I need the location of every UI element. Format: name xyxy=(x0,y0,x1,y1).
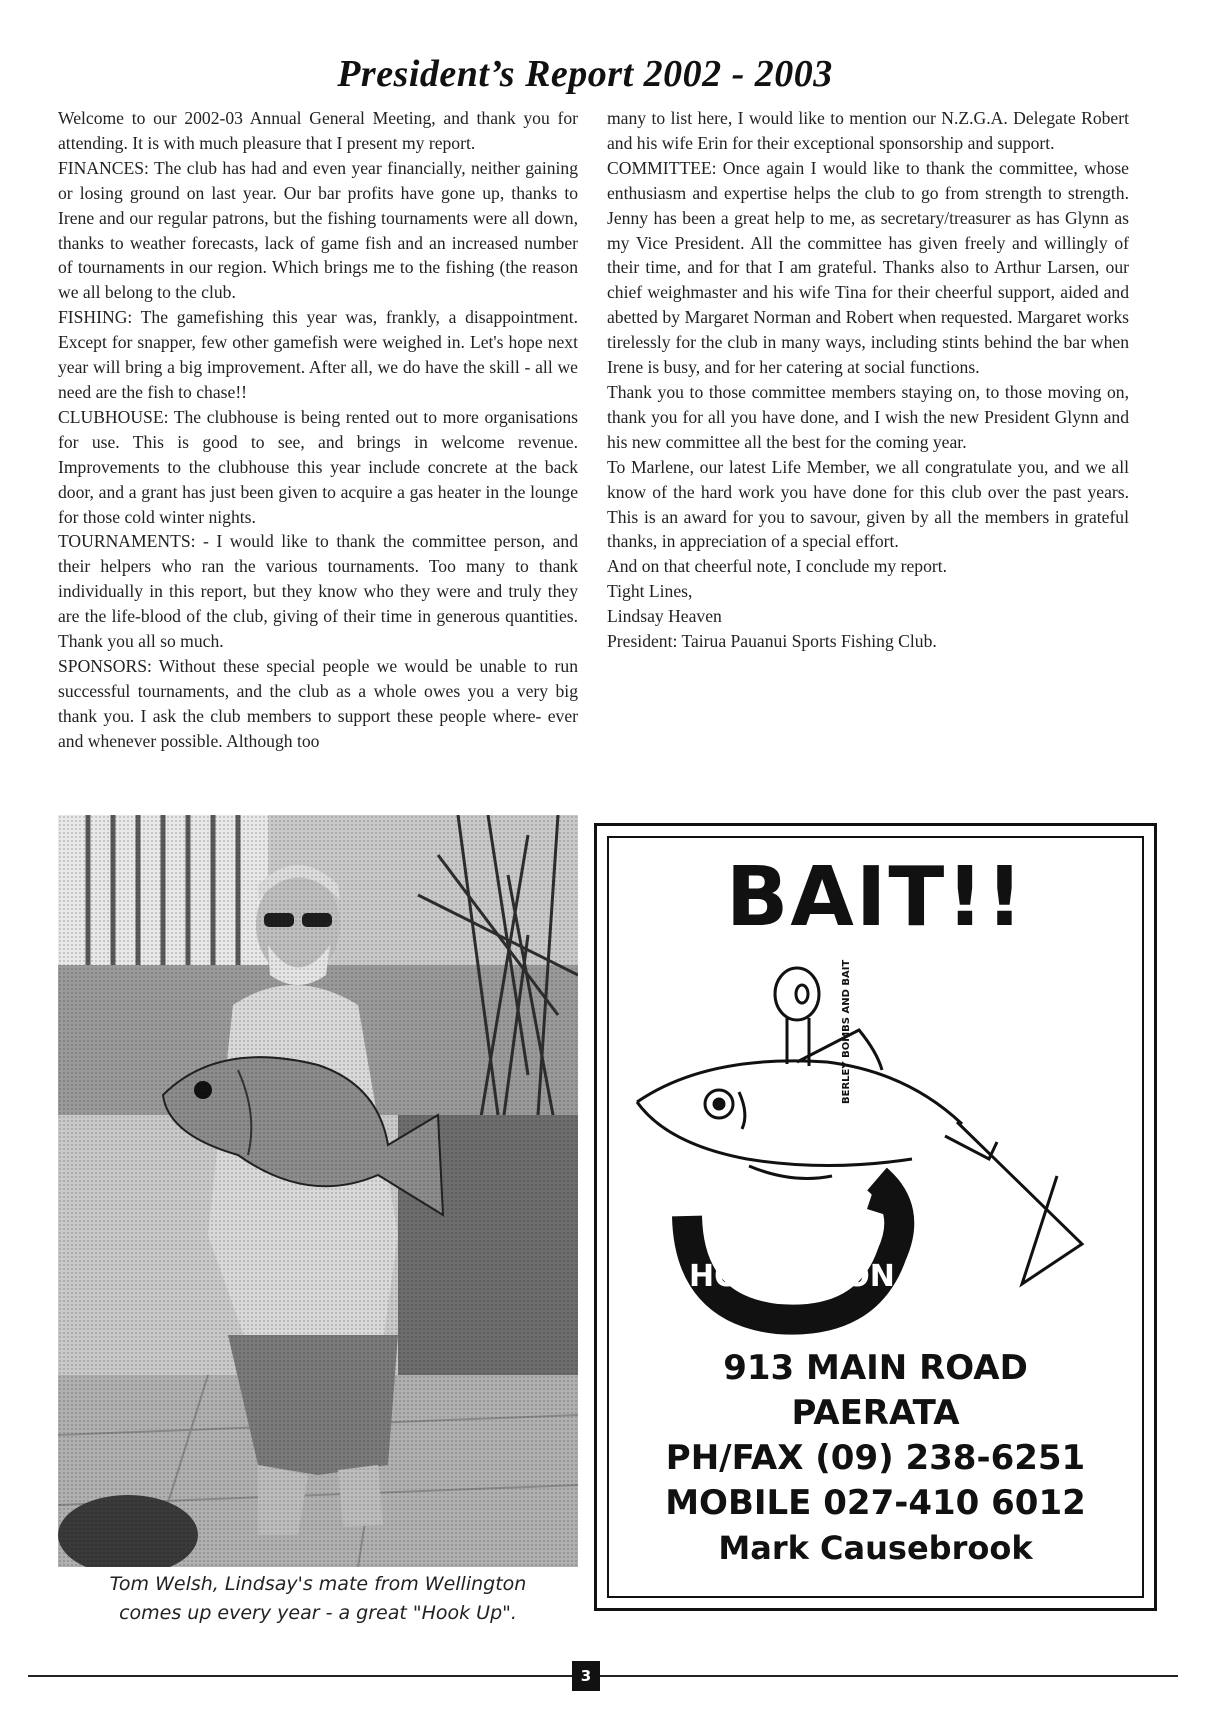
logo-small-text: BERLEY BOMBS AND BAIT xyxy=(841,959,852,1104)
paragraph-sponsors-cont: many to list here, I would like to mention our N.Z.G.A. Delegate Robert and his wife Erin for their exceptional sponsorship and support. xyxy=(607,108,1129,153)
paragraph-sponsors: SPONSORS: Without these special people we would be unable to run successful tournaments, and the club as a whole owes you a very big thank you. I ask the club members to support these people where- ever and whenever possible. Although too xyxy=(58,655,578,751)
signoff-title: President: Tairua Pauanui Sports Fishing Club. xyxy=(607,631,937,652)
paragraph-fishing: FISHING: The gamefishing this year was, frankly, a disappointment. Except for snapper, few other gamefish were weighed in. Let's hope next year will bring a big improvement. After all, we do have the skill - all we need are the fish to chase!! xyxy=(58,307,578,402)
page-number: 3 xyxy=(572,1661,600,1691)
paragraph-conclusion: And on that cheerful note, I conclude my report. xyxy=(607,556,948,577)
footer-rule-left xyxy=(28,1675,572,1677)
photo-caption xyxy=(58,1570,578,1628)
page-title: President’s Report 2002 - 2003 xyxy=(337,53,833,95)
report-left-column xyxy=(58,106,578,754)
ad-headline: BAIT!! xyxy=(725,850,1026,945)
paragraph-clubhouse: CLUBHOUSE: The clubhouse is being rented out to more organisations for use. This is good to see, and brings in welcome revenue. Improvements to the clubhouse this year include concrete at the back door, and a grant has just been given to acquire a gas heater in the lounge for those cold winter nights. xyxy=(58,406,578,527)
bait-advertisement xyxy=(594,823,1157,1611)
photo-caption-line2: comes up every year - a great "Hook Up". xyxy=(119,1602,517,1624)
photo-caption-line1: Tom Welsh, Lindsay's mate from Wellington xyxy=(109,1573,527,1595)
fish-hook-icon xyxy=(775,968,819,1066)
ad-contact-name: Mark Causebrook xyxy=(718,1529,1033,1567)
paragraph-welcome: Welcome to our 2002-03 Annual General Meeting, and thank you for attending. It is with much pleasure that I present my report. xyxy=(58,108,578,153)
paragraph-thanks: Thank you to those committee members staying on, to those moving on, thank you for all you have done, and I wish the new President Glynn and his new committee all the best for the coming year. xyxy=(607,381,1129,452)
hook-curve xyxy=(687,1179,899,1320)
signoff-name: Lindsay Heaven xyxy=(607,606,722,627)
ad-contact-block xyxy=(597,1346,1154,1571)
ad-mobile: MOBILE 027-410 6012 xyxy=(665,1483,1086,1523)
fish-photo-image xyxy=(58,815,578,1567)
paragraph-tournaments: TOURNAMENTS: - I would like to thank the committee person, and their helpers who ran the various tournaments. Too many to thank individually in this report, but they know who they were and truly they are the life-blood of the club, giving of their time in generous quantities. Thank you all so much. xyxy=(58,531,578,652)
paragraph-committee: COMMITTEE: Once again I would like to thank the committee, whose enthusiasm and expertise helps the club to go from strength to strength. Jenny has been a great help to me, as secretary/treasurer as has Glynn as my Vice President. All the committee has given freely and willingly of their time, and for that I am grateful. Thanks also to Arthur Larsen, our chief weighmaster and his wife Tina for their cheerful support, aided and abetted by Margaret Norman and Robert when requested. Margaret works tirelessly for the club in many ways, including stints behind the bar when Irene is busy, and for her catering at social functions. xyxy=(607,157,1129,378)
logo-hooked-on-text: HOOKED ON U xyxy=(689,1259,930,1294)
paragraph-finances: FINANCES: The club has had and even year financially, neither gaining or losing ground on last year. Our bar profits have gone up, thanks to Irene and our regular patrons, but the fishing tournaments were all down, thanks to weather forecasts, lack of game fish and an increased number of tournaments in our region. Which brings me to the fishing (the reason we all belong to the club. xyxy=(58,157,578,303)
ad-phone: PH/FAX (09) 238-6251 xyxy=(665,1438,1086,1478)
hooked-on-u-logo xyxy=(627,954,1127,1344)
paragraph-life-member: To Marlene, our latest Life Member, we all congratulate you, and we all know of the hard work you have done for this club over the past years. This is an award for you to savour, given by all the members in grateful thanks, in appreciation of a special effort. xyxy=(607,456,1129,552)
signoff-tight-lines: Tight Lines, xyxy=(607,581,693,602)
footer-rule-right xyxy=(600,1675,1178,1677)
fish-photo xyxy=(58,815,578,1567)
report-right-column xyxy=(607,106,1129,654)
ad-address-line1: 913 MAIN ROAD xyxy=(723,1348,1028,1388)
ad-address-line2: PAERATA xyxy=(791,1393,960,1433)
